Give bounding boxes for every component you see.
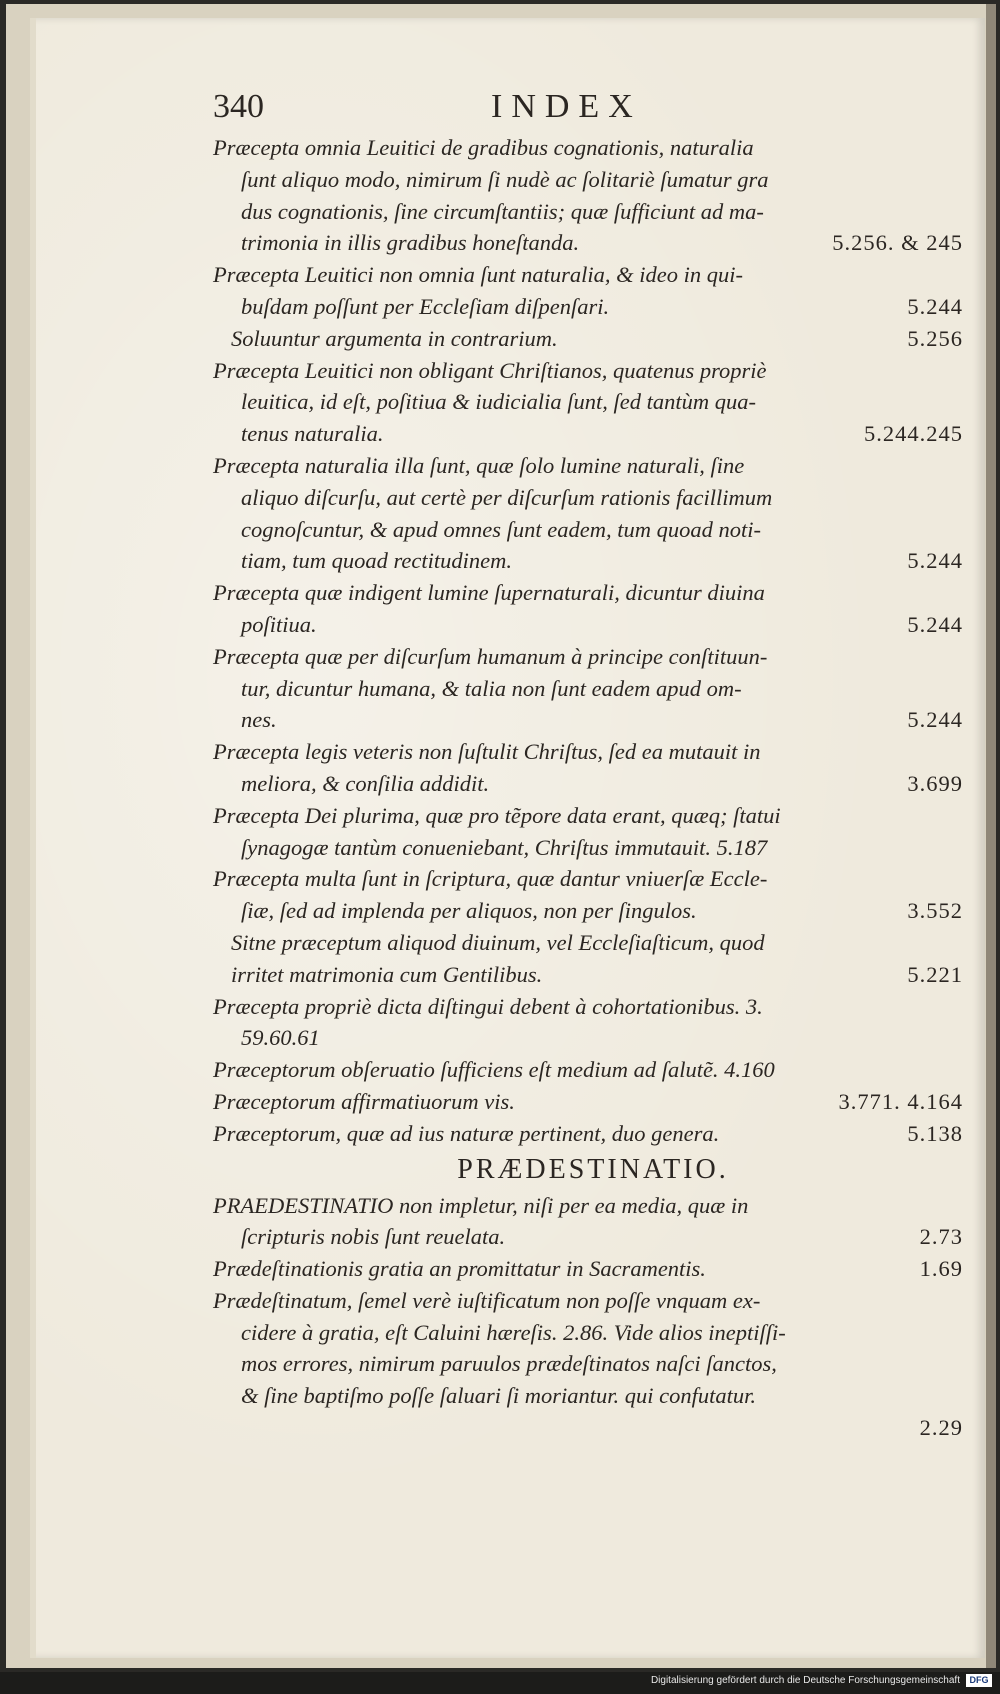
entry-text: tenus naturalia. [241, 421, 384, 447]
entry-line [213, 323, 963, 355]
entry-line [213, 450, 963, 482]
entry-text: & ſine baptiſmo poſſe ſaluari ſi moriantur. qui confutatur. [241, 1383, 757, 1409]
catchword-line [213, 1412, 963, 1444]
entry-line [213, 768, 963, 800]
entry-text: buſdam poſſunt per Eccleſiam diſpenſari. [241, 293, 610, 319]
entry-line [213, 132, 963, 164]
entry-text: Sitne præceptum aliquod diuinum, vel Eccleſiaſticum, quod [231, 929, 765, 955]
index-entry [213, 800, 963, 864]
entry-line [213, 800, 963, 832]
entry-text: Præceptorum obſeruatio ſufficiens eſt medium ad ſalutẽ. 4.160 [213, 1057, 775, 1083]
entry-reference: 5.244 [907, 707, 963, 733]
entry-line [213, 1253, 963, 1285]
index-entry [213, 577, 963, 641]
entry-line [213, 164, 963, 196]
index-entry [213, 863, 963, 927]
entry-text: Præcepta legis veteris non ſuſtulit Chriſtus, ſed ea mutauit in [213, 739, 761, 765]
entry-reference: 5.256. & 245 [832, 230, 963, 256]
running-head: INDEX [491, 88, 642, 125]
entry-line [213, 355, 963, 387]
entry-text: leuitica, id eſt, poſitiua & iudicialia ſunt, ſed tantùm qua- [241, 389, 756, 415]
entry-reference: 5.221 [907, 961, 963, 987]
entry-reference: 1.69 [919, 1256, 963, 1282]
section-heading: PRÆDESTINATIO. [457, 1153, 729, 1185]
page-number: 340 [213, 88, 264, 125]
entry-line [213, 704, 963, 736]
entry-text: Præcepta quæ per diſcurſum humanum à principe conſtituun- [213, 643, 768, 669]
entry-text: trimonia in illis gradibus honeſtanda. [241, 230, 580, 256]
page-header [213, 88, 973, 128]
entry-text: Præcepta Leuitici non omnia ſunt naturalia, & ideo in qui- [213, 262, 743, 288]
index-content [213, 132, 963, 1444]
entry-text: irritet matrimonia cum Gentilibus. [231, 961, 543, 987]
entry-line [213, 1348, 963, 1380]
entry-text: Prædeſtinationis gratia an promittatur in Sacramentis. [213, 1256, 706, 1282]
entry-line [213, 673, 963, 705]
entry-text: aliquo diſcurſu, aut certè per diſcurſum rationis facillimum [241, 484, 773, 510]
entry-line [213, 1221, 963, 1253]
entry-text: Præcepta multa ſunt in ſcriptura, quæ dantur vniuerſæ Eccle- [213, 866, 768, 892]
index-entry [213, 1054, 963, 1086]
index-entry [213, 1086, 963, 1118]
index-entry [213, 1253, 963, 1285]
entry-line [213, 895, 963, 927]
entry-text: tur, dicuntur humana, & talia non ſunt eadem apud om- [241, 675, 742, 701]
entry-line [213, 577, 963, 609]
entry-reference: 5.244 [907, 611, 963, 637]
catchword: 2.29 [919, 1415, 963, 1441]
entry-line [213, 1054, 963, 1086]
entry-line [213, 1317, 963, 1349]
entry-text: poſitiua. [241, 611, 317, 637]
entry-text: Præcepta omnia Leuitici de gradibus cognationis, naturalia [213, 135, 754, 160]
index-entry [213, 355, 963, 450]
entry-text: Præcepta Leuitici non obligant Chriſtianos, quatenus propriè [213, 357, 767, 383]
index-entry [213, 1190, 963, 1254]
entry-line [213, 259, 963, 291]
entry-line [213, 1086, 963, 1118]
entry-line [213, 832, 963, 864]
entry-line [213, 609, 963, 641]
entry-text: ſcripturis nobis ſunt reuelata. [241, 1224, 506, 1250]
entry-reference: 5.244 [907, 293, 963, 319]
index-block-praedestinatio [213, 1190, 963, 1413]
entry-text: cognoſcuntur, & apud omnes ſunt eadem, tum quoad noti- [241, 516, 761, 542]
entry-line [213, 927, 963, 959]
entry-line [213, 545, 963, 577]
entry-text: Prædeſtinatum, ſemel verè iuſtificatum non poſſe vnquam ex- [213, 1287, 761, 1313]
entry-text: Præceptorum, quæ ad ius naturæ pertinent, duo genera. [213, 1120, 720, 1146]
entry-text: mos errores, nimirum paruulos prædeſtinatos naſci ſanctos, [241, 1351, 777, 1377]
entry-line [213, 991, 963, 1023]
binding-strip [986, 4, 996, 1668]
entry-line [213, 641, 963, 673]
entry-reference: 3.699 [907, 770, 963, 796]
entry-line [213, 291, 963, 323]
entry-reference: 5.244 [907, 548, 963, 574]
entry-text: PRAEDESTINATIO non impletur, niſi per ea media, quæ in [213, 1192, 749, 1218]
entry-line [213, 514, 963, 546]
entry-line [213, 386, 963, 418]
dfg-logo: DFG [966, 1674, 992, 1687]
entry-text: nes. [241, 707, 277, 733]
entry-line [213, 1118, 963, 1150]
entry-text: tiam, tum quoad rectitudinem. [241, 548, 513, 574]
entry-text: Præcepta quæ indigent lumine ſupernaturali, dicuntur diuina [213, 580, 765, 606]
index-entry [213, 927, 963, 991]
entry-line [213, 1190, 963, 1222]
entry-text: meliora, & conſilia addidit. [241, 770, 490, 796]
entry-line [213, 1380, 963, 1412]
entry-text: ſunt aliquo modo, nimirum ſi nudè ac ſolitariè ſumatur gra [241, 166, 769, 192]
entry-reference: 3.771. 4.164 [838, 1088, 963, 1114]
entry-line [213, 1022, 963, 1054]
entry-text: 59.60.61 [241, 1025, 320, 1051]
index-entry [213, 991, 963, 1055]
entry-line [213, 959, 963, 991]
index-entry [213, 132, 963, 259]
entry-text: Soluuntur argumenta in contrarium. [231, 325, 558, 351]
index-entry [213, 323, 963, 355]
index-entry [213, 450, 963, 577]
entry-text: cidere à gratia, eſt Caluini hæreſis. 2.86. Vide alios ineptiſſi- [241, 1319, 786, 1345]
index-block-praecepta [213, 132, 963, 1150]
index-entry [213, 641, 963, 736]
entry-line [213, 736, 963, 768]
entry-reference: 5.138 [907, 1120, 963, 1146]
entry-reference: 3.552 [907, 898, 963, 924]
entry-line [213, 863, 963, 895]
entry-text: Præcepta Dei plurima, quæ pro tẽpore data erant, quæq; ſtatui [213, 802, 781, 828]
index-entry [213, 259, 963, 323]
entry-text: Præceptorum affirmatiuorum vis. [213, 1088, 515, 1114]
entry-text: ſynagogæ tantùm conueniebant, Chriſtus immutauit. 5.187 [241, 834, 768, 860]
entry-text: dus cognationis, ſine circumſtantiis; quæ ſufficiunt ad ma- [241, 198, 764, 224]
entry-reference: 5.244.245 [864, 421, 963, 447]
entry-text: ſiæ, ſed ad implenda per aliquos, non per ſingulos. [241, 898, 697, 924]
index-entry [213, 736, 963, 800]
entry-line [213, 196, 963, 228]
index-entry [213, 1285, 963, 1412]
funding-footer: Digitalisierung gefördert durch die Deutsche Forschungsgemeinschaft [650, 1675, 960, 1686]
entry-line [213, 482, 963, 514]
entry-text: Præcepta naturalia illa ſunt, quæ ſolo lumine naturali, ſine [213, 452, 745, 478]
entry-line [213, 227, 963, 259]
entry-text: Præcepta propriè dicta diſtingui debent à cohortationibus. 3. [213, 993, 763, 1019]
entry-reference: 2.73 [919, 1224, 963, 1250]
entry-reference: 5.256 [907, 325, 963, 351]
entry-line [213, 1285, 963, 1317]
page-edge [30, 18, 36, 1658]
index-entry [213, 1118, 963, 1150]
entry-line [213, 418, 963, 450]
